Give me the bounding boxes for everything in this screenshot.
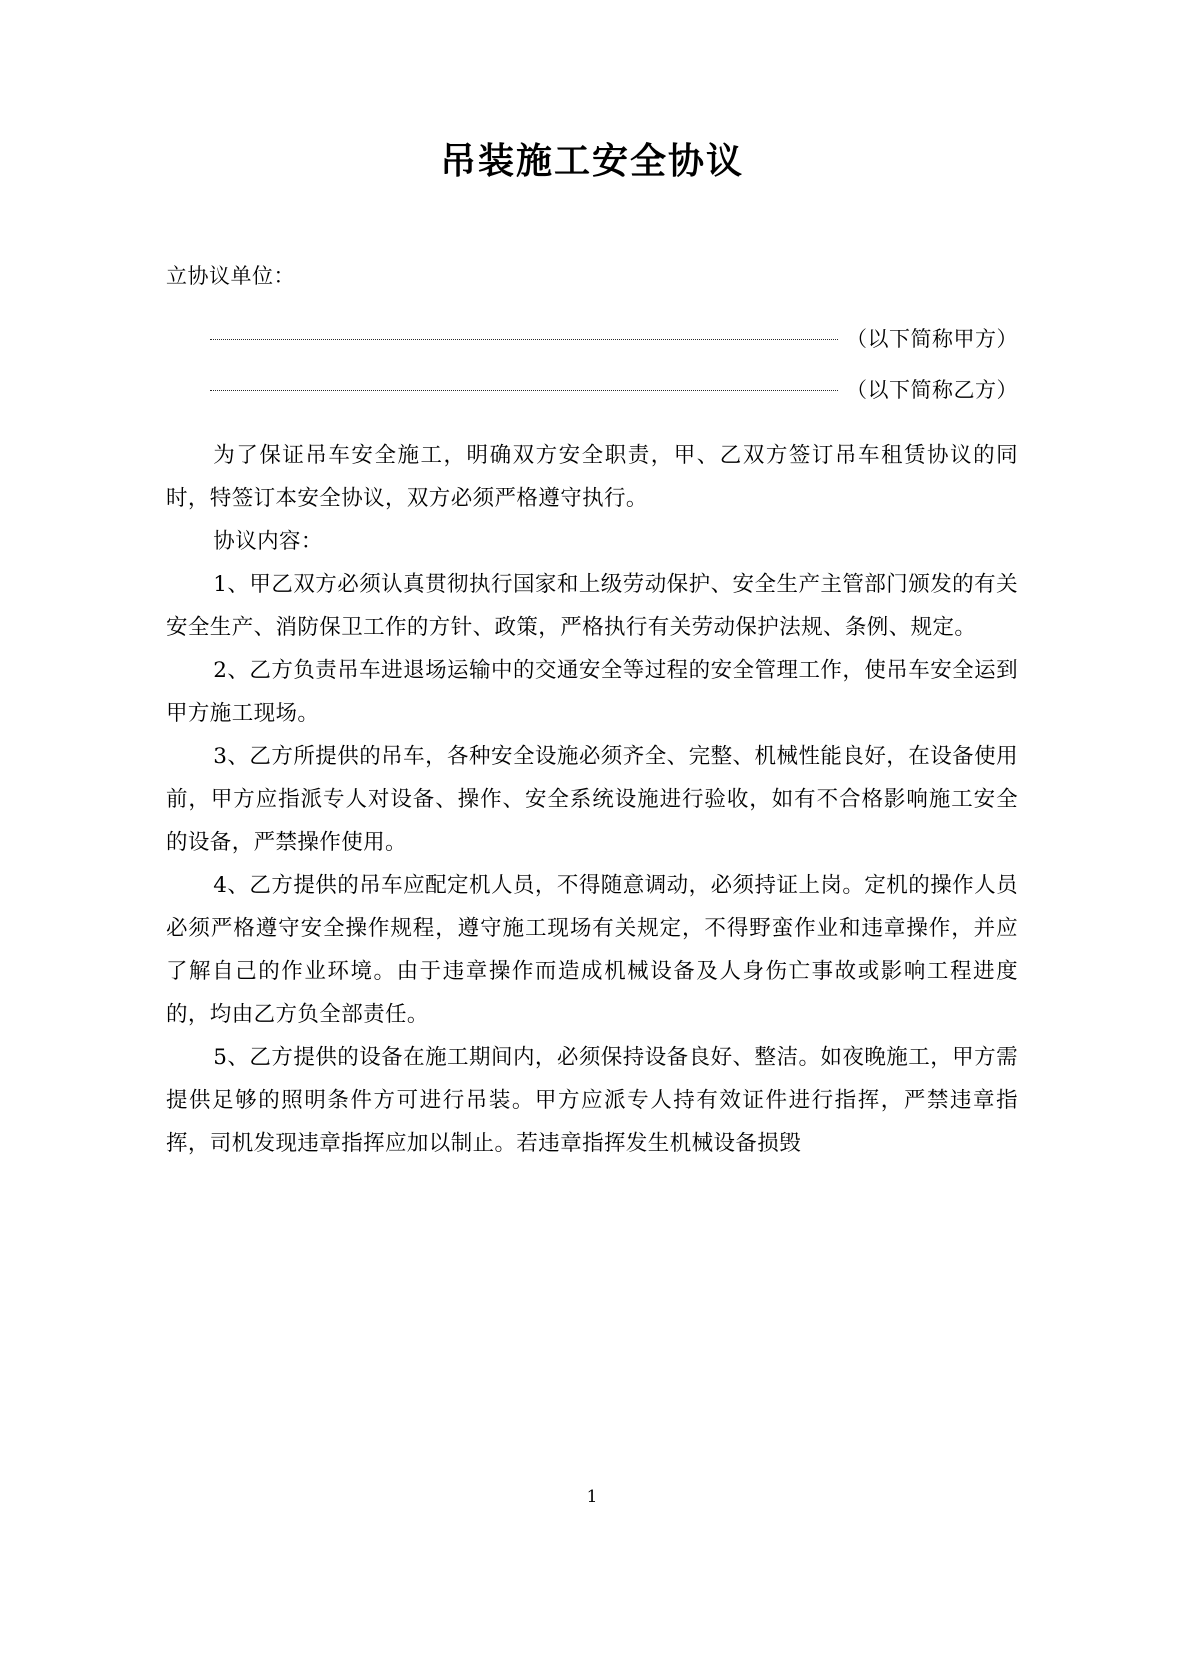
parties-label: 立协议单位： (166, 264, 295, 289)
party-b-blank-field[interactable] (210, 389, 838, 391)
clause-3: 3、乙方所提供的吊车，各种安全设施必须齐全、完整、机械性能良好，在设备使用前，甲方应指派专人对设备、操作、安全系统设施进行验收，如有不合格影响施工安全的设备，严禁操作使用。 (166, 743, 1018, 855)
party-a-note: （以下简称甲方） (846, 326, 1018, 351)
party-a-blank-row (166, 323, 1018, 357)
title-spacer (166, 183, 1018, 261)
clause-2: 2、乙方负责吊车进退场运输中的交通安全等过程的安全管理工作，使吊车安全运到甲方施工现场。 (166, 657, 1018, 726)
party-a-blank-field[interactable] (210, 338, 838, 340)
page-title: 吊装施工安全协议 (439, 141, 744, 182)
clause-1: 1、甲乙双方必须认真贯彻执行国家和上级劳动保护、安全生产主管部门颁发的有关安全生产、消防保卫工作的方针、政策，严格执行有关劳动保护法规、条例、规定。 (166, 571, 1018, 640)
document-body (166, 0, 1018, 1165)
clause-5: 5、乙方提供的设备在施工期间内，必须保持设备良好、整洁。如夜晚施工，甲方需提供足够的照明条件方可进行吊装。甲方应派专人持有效证件进行指挥，严禁违章指挥，司机发现违章指挥应加以制止。若违章指挥发生机械设备损毁 (166, 1044, 1018, 1156)
contents-label: 协议内容： (213, 528, 323, 554)
section-gap (166, 426, 1018, 434)
party-b-blank-row (166, 374, 1018, 408)
preamble-paragraph: 为了保证吊车安全施工，明确双方安全职责，甲、乙双方签订吊车租赁协议的同时，特签订本安全协议，双方必须严格遵守执行。 (166, 442, 1018, 511)
page-number: 1 (586, 1487, 598, 1507)
clause-4: 4、乙方提供的吊车应配定机人员，不得随意调动，必须持证上岗。定机的操作人员必须严格遵守安全操作规程，遵守施工现场有关规定，不得野蛮作业和违章操作，并应了解自己的作业环境。由于违章操作而造成机械设备及人身伤亡事故或影响工程进度的，均由乙方负全部责任。 (166, 872, 1018, 1027)
party-b-note: （以下简称乙方） (846, 378, 1018, 403)
